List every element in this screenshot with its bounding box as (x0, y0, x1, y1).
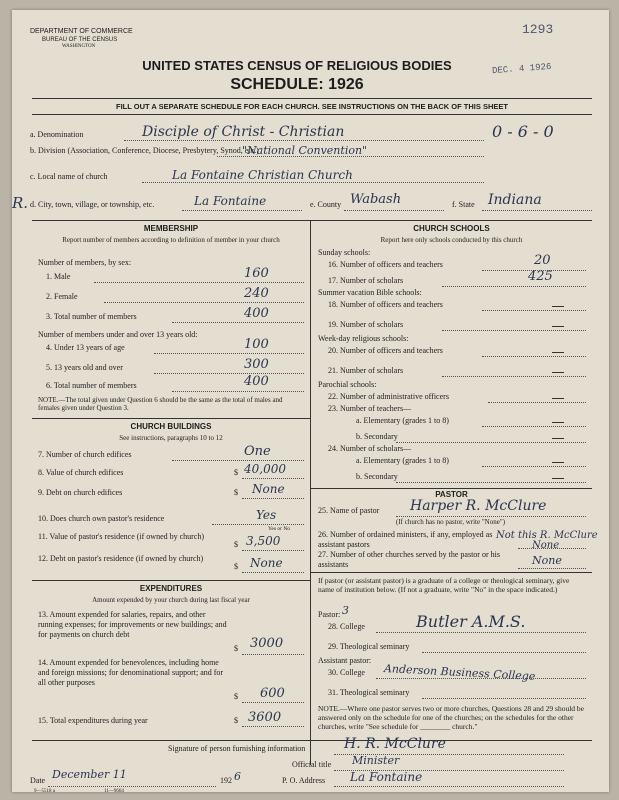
ordained-ministers-overwrite: Not this R. McClure (496, 530, 598, 541)
ordained-ministers-label: 26. Number of ordained ministers, if any, employed as assistant pastors (318, 530, 493, 549)
expenditures-heading: EXPENDITURES (139, 584, 203, 593)
under-13-value[interactable]: 100 (244, 337, 269, 352)
parochial-officers-label: 22. Number of administrative officers (328, 392, 449, 401)
form-number-2: 11—9664 (104, 789, 124, 792)
owns-residence-value[interactable]: Yes (256, 508, 277, 522)
college-mark: 3 (342, 604, 349, 617)
margin-mark: R. (12, 194, 29, 212)
city-value[interactable]: La Fontaine (194, 194, 267, 208)
stamp-number: 1293 (522, 22, 554, 37)
parochial-schools-label: Parochial schools: (318, 380, 377, 389)
parochial-scholars-label: 24. Number of scholars— (328, 444, 412, 453)
benevolences-value[interactable]: 600 (260, 686, 285, 701)
total-members-age-label: 6. Total number of members (46, 381, 137, 390)
date-label: Date (30, 776, 46, 785)
pastor-note: NOTE.—Where one pastor serves two or more churches, Questions 28 and 29 should be answered only on the schedule for one of the churches; on the schedules for the other churches, write "See schedule for ________ church." (318, 704, 584, 731)
members-by-sex-label: Number of members, by sex: (38, 258, 132, 267)
expenditures-intro: Amount expended by your church during last fiscal year (92, 596, 250, 604)
weekday-scholars-label: 21. Number of scholars (328, 366, 404, 375)
year-value[interactable]: 6 (234, 770, 241, 783)
scholars-secondary-label: b. Secondary (356, 472, 398, 481)
edifices-value-value[interactable]: 40,000 (244, 462, 286, 476)
local-name-label: c. Local name of church (30, 172, 108, 181)
division-label: b. Division (Association, Conference, Diocese, Presbytery, Synod, etc.) (30, 146, 259, 155)
bureau-name: BUREAU OF THE CENSUS (42, 37, 118, 43)
received-date-stamp: DEC. 4 1926 (491, 61, 552, 77)
residence-debt-label: 12. Debt on pastor's residence (if owned by church) (38, 554, 204, 563)
total-expenditures-value[interactable]: 3600 (248, 710, 282, 725)
residence-value-label: 11. Value of pastor's residence (if owned by church) (38, 532, 205, 541)
pastor-name-note: (If church has no pastor, write "None") (396, 518, 506, 526)
signature-value[interactable]: H. R. McClure (344, 736, 446, 752)
form-title: UNITED STATES CENSUS OF RELIGIOUS BODIES (142, 58, 452, 73)
identity-rule (32, 220, 592, 221)
pastor-college-section: Pastor: (318, 610, 341, 619)
church-schools-intro: Report here only schools conducted by this church (380, 236, 523, 244)
church-buildings-heading: CHURCH BUILDINGS (130, 422, 212, 431)
official-title-label: Official title (292, 760, 332, 769)
edifices-count-value[interactable]: One (244, 444, 271, 459)
edifices-debt-value[interactable]: None (252, 482, 285, 496)
city-label: d. City, town, village, or township, etc. (30, 200, 155, 209)
under-13-label: 4. Under 13 years of age (46, 343, 125, 352)
denomination-label: a. Denomination (30, 130, 84, 139)
assistant-seminary-label: 31. Theological seminary (328, 688, 410, 697)
denomination-value[interactable]: Disciple of Christ - Christian (142, 124, 345, 140)
edifices-value-label: 8. Value of church edifices (38, 468, 124, 477)
vacation-scholars-label: 19. Number of scholars (328, 320, 404, 329)
pastor-name-value[interactable]: Harper R. McClure (410, 498, 547, 514)
church-buildings-intro: See instructions, paragraphs 10 to 12 (119, 434, 223, 442)
pastor-heading: PASTOR (435, 490, 468, 499)
po-address-label: P. O. Address (282, 776, 326, 785)
over-13-label: 5. 13 years old and over (46, 363, 123, 372)
parochial-teachers-label: 23. Number of teachers— (328, 404, 412, 413)
total-expenditures-label: 15. Total expenditures during year (38, 716, 148, 725)
date-value[interactable]: December 11 (52, 768, 127, 781)
census-form-page: DEPARTMENT OF COMMERCE BUREAU OF THE CENSUS WASHINGTON 1293 UNITED STATES CENSUS OF RELIGIOUS BODIES SCHEDULE: 1926 DEC. 4 1926 FILL OUT A SEPARATE SCHEDULE FOR EACH CHURCH. SEE INSTRUCTIONS ON THE BACK OF THIS SHEET a. Denomination Disciple of Christ - Christian 0 - 6 - 0 b. Division (Association, Conference, Diocese, Presbytery, Synod, etc.) "National Convention" c. Local name of church La Fontaine Christian Church R. d. City, town, village, or township, etc. La Fontaine e. County Wabash f. State Indiana MEMBERSHIP Report number of members according to definition of member in your church Number of members, by sex: 1. Male 160 2. Female 240 3. Total number of members 400 Number of members under and over 13 years old: 4. Under 13 years of age 100 5. 13 years old and over 300 6. Total number of members 400 NOTE.—The total given under Question 6 should be the same as the total of males and females given under Question 3. CHURCH BUILDINGS See instructions, paragraphs 10 to 12 7. Number of church edifices One 8. Value of church edifices $ 40,000 9. Debt on church edifices $ None 10. Does church own pastor's residence Yes Yes or No 11. Value of pastor's residence (if owned by church) $ 3,500 12. Debt on pastor's residence (if owned by church) $ None EXPENDITURES Amount expended by your church during last fiscal year 13. Amount expended for salaries, repairs, and other running expenses; for improvements or new buildings; and for payments on church debt $ 3000 14. Amount expended for benevolences, including home and foreign missions; for denominational support; and for all other purposes $ 600 15. Total expenditures during year $ 3600 CHURCH SCHOOLS Report here only schools conducted by this church Sunday schools: 16. Number of officers and teachers 20 17. Number of scholars 425 Summer vacation Bible schools: 18. Number of officers and teachers 19. Number of scholars Week-day religious schools: 20. Number of officers and teachers 21. Number of scholars Parochial schools: 22. Number of administrative officers 23. Number of teachers— a. Elementary (grades 1 to 8) b. Secondary 24. Number of scholars— a. Elementary (grades 1 to 8) b. Secondary PASTOR 25. Name of pastor Harper R. McClure (If church has no pastor, write "None") 26. Number of ordained ministers, if any, employed as assistant pastors Not this R. McClure None 27. Number of other churches served by the pastor or his assistants None If pastor (or assistant pastor) is a graduate of a college or theological seminary, give name of institution below. (If not a graduate, write "No" in the space indicated.) Pastor: 3 28. College Butler A.M.S. 29. Theological seminary Assistant pastor: 30. College Anderson Business College 31. Theological seminary NOTE.—Where one pastor serves two or more churches, Questions 28 and 29 should be answered only on the schedule for one of the churches; on the schedules for the other churches, write "See schedule for ________ church." Signature of person furnishing information H. R. McClure Official title Minister Date December 11 192 6 P. O. Address La Fontaine 9—5518 a 11—9664 (12, 10, 609, 792)
header-rule (32, 98, 592, 99)
male-value[interactable]: 160 (244, 266, 269, 281)
denomination-code: 0 - 6 - 0 (492, 122, 554, 141)
yes-no-hint: Yes or No (268, 526, 291, 532)
assistant-college-section: Assistant pastor: (318, 656, 372, 665)
assistant-college-label: 30. College (328, 668, 365, 677)
over-13-value[interactable]: 300 (244, 357, 269, 372)
pastor-name-label: 25. Name of pastor (318, 506, 380, 515)
total-members-age-value[interactable]: 400 (244, 374, 269, 389)
assistant-college-value[interactable]: Anderson Business College (383, 662, 536, 683)
ordained-ministers-value[interactable]: None (532, 540, 560, 551)
state-value[interactable]: Indiana (488, 192, 542, 208)
benevolences-label: 14. Amount expended for benevolences, including home and foreign missions; for denominational support; and for all other purposes (38, 658, 224, 687)
residence-debt-value[interactable]: None (250, 556, 283, 570)
county-label: e. County (310, 200, 342, 209)
vacation-schools-label: Summer vacation Bible schools: (318, 288, 422, 297)
po-address-value[interactable]: La Fontaine (350, 770, 423, 784)
scholars-elementary-label: a. Elementary (grades 1 to 8) (356, 456, 449, 465)
female-value[interactable]: 240 (244, 286, 269, 301)
weekday-schools-label: Week-day religious schools: (318, 334, 409, 343)
pastor-seminary-label: 29. Theological seminary (328, 642, 410, 651)
age-intro-label: Number of members under and over 13 years old: (38, 330, 198, 339)
sunday-scholars-value[interactable]: 425 (528, 269, 553, 284)
membership-note: NOTE.—The total given under Question 6 should be the same as the total of males and females given under Question 3. (38, 396, 283, 412)
signature-label: Signature of person furnishing information (168, 744, 306, 753)
local-name-value[interactable]: La Fontaine Christian Church (172, 168, 353, 182)
male-label: 1. Male (46, 272, 71, 281)
other-churches-value[interactable]: None (532, 554, 562, 567)
total-members-label: 3. Total number of members (46, 312, 137, 321)
instruction-rule (32, 114, 592, 115)
membership-heading: MEMBERSHIP (143, 224, 199, 233)
form-number: 9—5518 a (34, 789, 55, 792)
owns-residence-label: 10. Does church own pastor's residence (38, 514, 165, 523)
total-members-value[interactable]: 400 (244, 306, 269, 321)
sunday-teachers-value[interactable]: 20 (534, 253, 551, 268)
sunday-teachers-label: 16. Number of officers and teachers (328, 260, 443, 269)
sunday-scholars-label: 17. Number of scholars (328, 276, 404, 285)
county-value[interactable]: Wabash (350, 192, 402, 207)
schedule-title: SCHEDULE: 1926 (230, 76, 364, 93)
official-title-value[interactable]: Minister (352, 754, 400, 767)
running-expenses-label: 13. Amount expended for salaries, repairs, and other running expenses; for improvements or new buildings; and for payments on church debt (38, 610, 227, 639)
edifices-debt-label: 9. Debt on church edifices (38, 488, 123, 497)
department-name: DEPARTMENT OF COMMERCE (30, 28, 133, 35)
membership-intro: Report number of members according to definition of member in your church (62, 236, 280, 244)
vacation-teachers-label: 18. Number of officers and teachers (328, 300, 443, 309)
pastor-college-label: 28. College (328, 622, 365, 631)
church-schools-heading: CHURCH SCHOOLS (413, 224, 490, 233)
running-expenses-value[interactable]: 3000 (250, 636, 284, 651)
state-label: f. State (452, 200, 475, 209)
separate-schedule-instruction: FILL OUT A SEPARATE SCHEDULE FOR EACH CHURCH. SEE INSTRUCTIONS ON THE BACK OF THIS SHEET (116, 102, 508, 111)
bureau-city: WASHINGTON (62, 44, 96, 49)
edifices-count-label: 7. Number of church edifices (38, 450, 132, 459)
female-label: 2. Female (46, 292, 78, 301)
residence-value-value[interactable]: 3,500 (246, 534, 281, 548)
teachers-secondary-label: b. Secondary (356, 432, 398, 441)
weekday-teachers-label: 20. Number of officers and teachers (328, 346, 443, 355)
other-churches-label: 27. Number of other churches served by the pastor or his assistants (318, 550, 500, 569)
year-label: 192 (220, 776, 232, 785)
division-value[interactable]: "National Convention" (242, 144, 368, 157)
teachers-elementary-label: a. Elementary (grades 1 to 8) (356, 416, 449, 425)
pastor-college-value[interactable]: Butler A.M.S. (416, 612, 526, 631)
college-instruction: If pastor (or assistant pastor) is a graduate of a college or theological seminary, give name of institution below. (If not a graduate, write "No" in the space indicated.) (318, 576, 570, 594)
sunday-schools-label: Sunday schools: (318, 248, 371, 257)
